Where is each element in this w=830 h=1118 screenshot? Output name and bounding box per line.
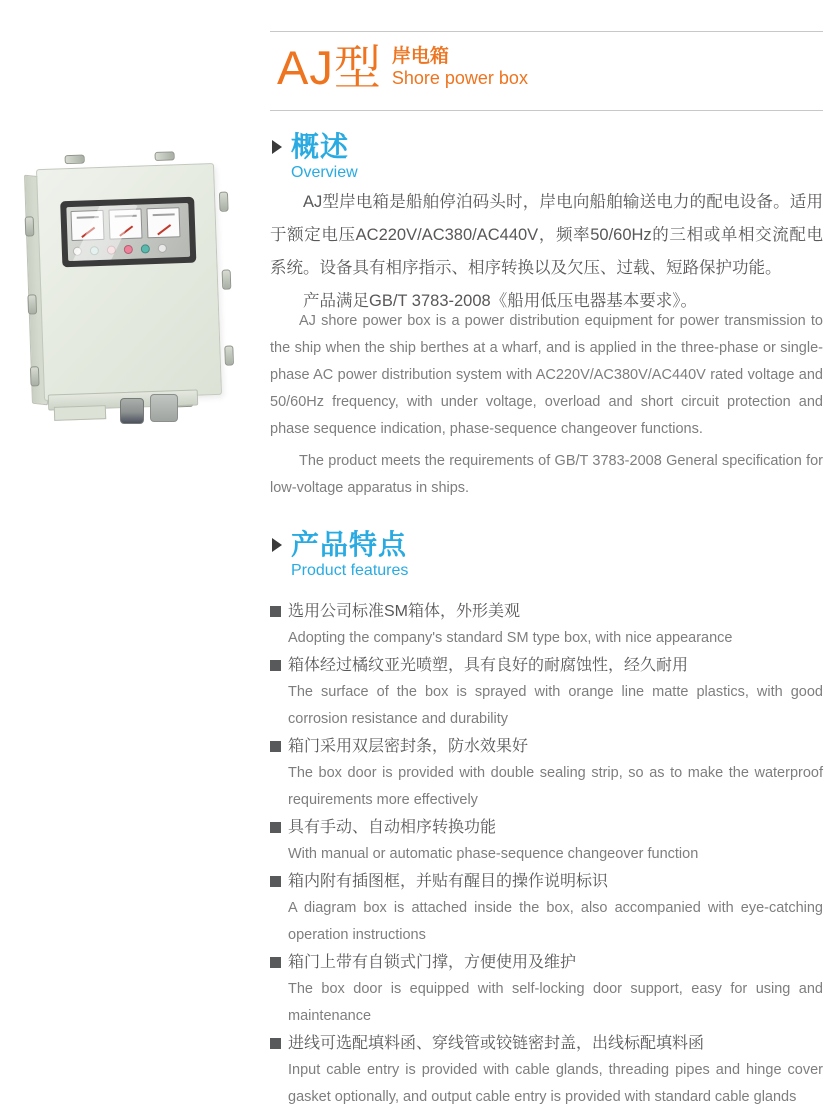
features-heading-cn: 产品特点 [291, 529, 408, 560]
feature-en-text: Input cable entry is provided with cable glands, threading pipes and hinge cover gasket optionally, and output cable entry is provided with standard cable glands [288, 1062, 823, 1105]
header-divider-top [270, 31, 823, 32]
latch-icon [25, 216, 35, 236]
overview-en-text [270, 308, 823, 507]
feature-en-text: A diagram box is attached inside the box, also accompanied with eye-catching operation instructions [288, 900, 823, 943]
frequency-meter-icon [146, 207, 180, 238]
square-bullet-icon [270, 1038, 281, 1049]
section-triangle-icon [272, 140, 282, 154]
overview-en-paragraph-1: AJ shore power box is a power distribution equipment for power transmission to the ship when the ship berthes at a wharf, and is applied in the three-phase or single-phase AC power distribution system with AC220V/AC380V/AC440V rated voltage and 50/60Hz frequency, with under voltage, overload and short circuit protection and phase sequence indication, phase-sequence changeover functions. [270, 313, 823, 437]
square-bullet-icon [270, 876, 281, 887]
features-heading-en: Product features [291, 562, 409, 579]
header-divider-bottom [270, 110, 823, 111]
feature-en-text: Adopting the company's standard SM type box, with nice appearance [288, 630, 733, 646]
meter-window [60, 197, 196, 268]
square-bullet-icon [270, 660, 281, 671]
page-title [277, 41, 830, 94]
overview-section-heading [272, 131, 358, 183]
indicator-lamp-icon [90, 246, 99, 255]
feature-item [270, 949, 823, 1030]
overview-cn-paragraph-2: 产品满足GB/T 3783-2008《船用低压电器基本要求》。 [303, 292, 697, 310]
feature-cn-text: 具有手动、自动相序转换功能 [288, 819, 497, 836]
feature-en-text: The box door is equipped with self-locking door support, easy for using and maintenance [288, 981, 823, 1024]
cable-gland-icon [150, 394, 178, 422]
overview-heading-cn: 概述 [291, 131, 350, 162]
feature-en-text: The surface of the box is sprayed with orange line matte plastics, with good corrosion resistance and durability [288, 684, 823, 727]
indicator-lamps [73, 244, 167, 256]
feature-item [270, 598, 823, 652]
title-subblock [392, 46, 528, 91]
title-en: Shore power box [391, 68, 528, 88]
feature-cn-text: 箱门上带有自锁式门撑，方便使用及维护 [288, 954, 577, 971]
feature-item [270, 868, 823, 949]
voltmeter-icon [70, 210, 104, 241]
latch-icon [219, 191, 229, 211]
square-bullet-icon [270, 822, 281, 833]
meter-window-glass [66, 203, 190, 261]
indicator-lamp-icon [158, 244, 167, 253]
feature-list [270, 598, 823, 1111]
box-front-door [36, 163, 222, 401]
feature-cn-text: 箱内附有插图框，并贴有醒目的操作说明标识 [288, 873, 609, 890]
feature-item [270, 733, 823, 814]
feature-cn-text: 进线可选配填料函、穿线管或铰链密封盖，出线标配填料函 [288, 1035, 705, 1052]
overview-heading-en: Overview [291, 164, 358, 181]
latch-icon [27, 294, 37, 314]
ammeter-icon [108, 209, 142, 240]
features-section-heading [272, 529, 408, 581]
section-triangle-icon [272, 538, 282, 552]
indicator-lamp-icon [124, 245, 133, 254]
latch-icon [224, 345, 234, 365]
product-photo [14, 140, 262, 442]
indicator-lamp-icon [141, 244, 150, 253]
latch-icon [65, 154, 85, 164]
feature-item [270, 652, 823, 733]
feature-en-text: The box door is provided with double sealing strip, so as to make the waterproof requirements more effectively [288, 765, 823, 808]
latch-icon [222, 269, 232, 289]
feature-cn-text: 箱体经过橘纹亚光喷塑，具有良好的耐腐蚀性，经久耐用 [288, 657, 689, 674]
square-bullet-icon [270, 957, 281, 968]
title-cn: 岸电箱 [391, 46, 449, 67]
box-foot [54, 405, 106, 421]
overview-en-paragraph-2: The product meets the requirements of GB/T 3783-2008 General specification for low-voltage apparatus in ships. [270, 453, 823, 496]
square-bullet-icon [270, 741, 281, 752]
square-bullet-icon [270, 606, 281, 617]
indicator-lamp-icon [107, 245, 116, 254]
overview-cn-text [270, 186, 823, 318]
latch-icon [30, 366, 40, 386]
feature-item [270, 814, 823, 868]
model-name: AJ型 [277, 41, 382, 94]
feature-en-text: With manual or automatic phase-sequence changeover function [288, 846, 699, 862]
analog-meters [70, 207, 180, 241]
feature-item [270, 1030, 823, 1111]
overview-cn-paragraph-1: AJ型岸电箱是船舶停泊码头时，岸电向船舶输送电力的配电设备。适用于额定电压AC220V/AC380/AC440V，频率50/60Hz的三相或单相交流配电系统。设备具有相序指示、相序转换以及欠压、过载、短路保护功能。 [270, 193, 823, 277]
feature-cn-text: 选用公司标准SM箱体，外形美观 [288, 603, 521, 620]
indicator-lamp-icon [73, 247, 82, 256]
latch-icon [154, 151, 174, 161]
feature-cn-text: 箱门采用双层密封条，防水效果好 [288, 738, 529, 755]
cable-gland-icon [120, 398, 144, 424]
